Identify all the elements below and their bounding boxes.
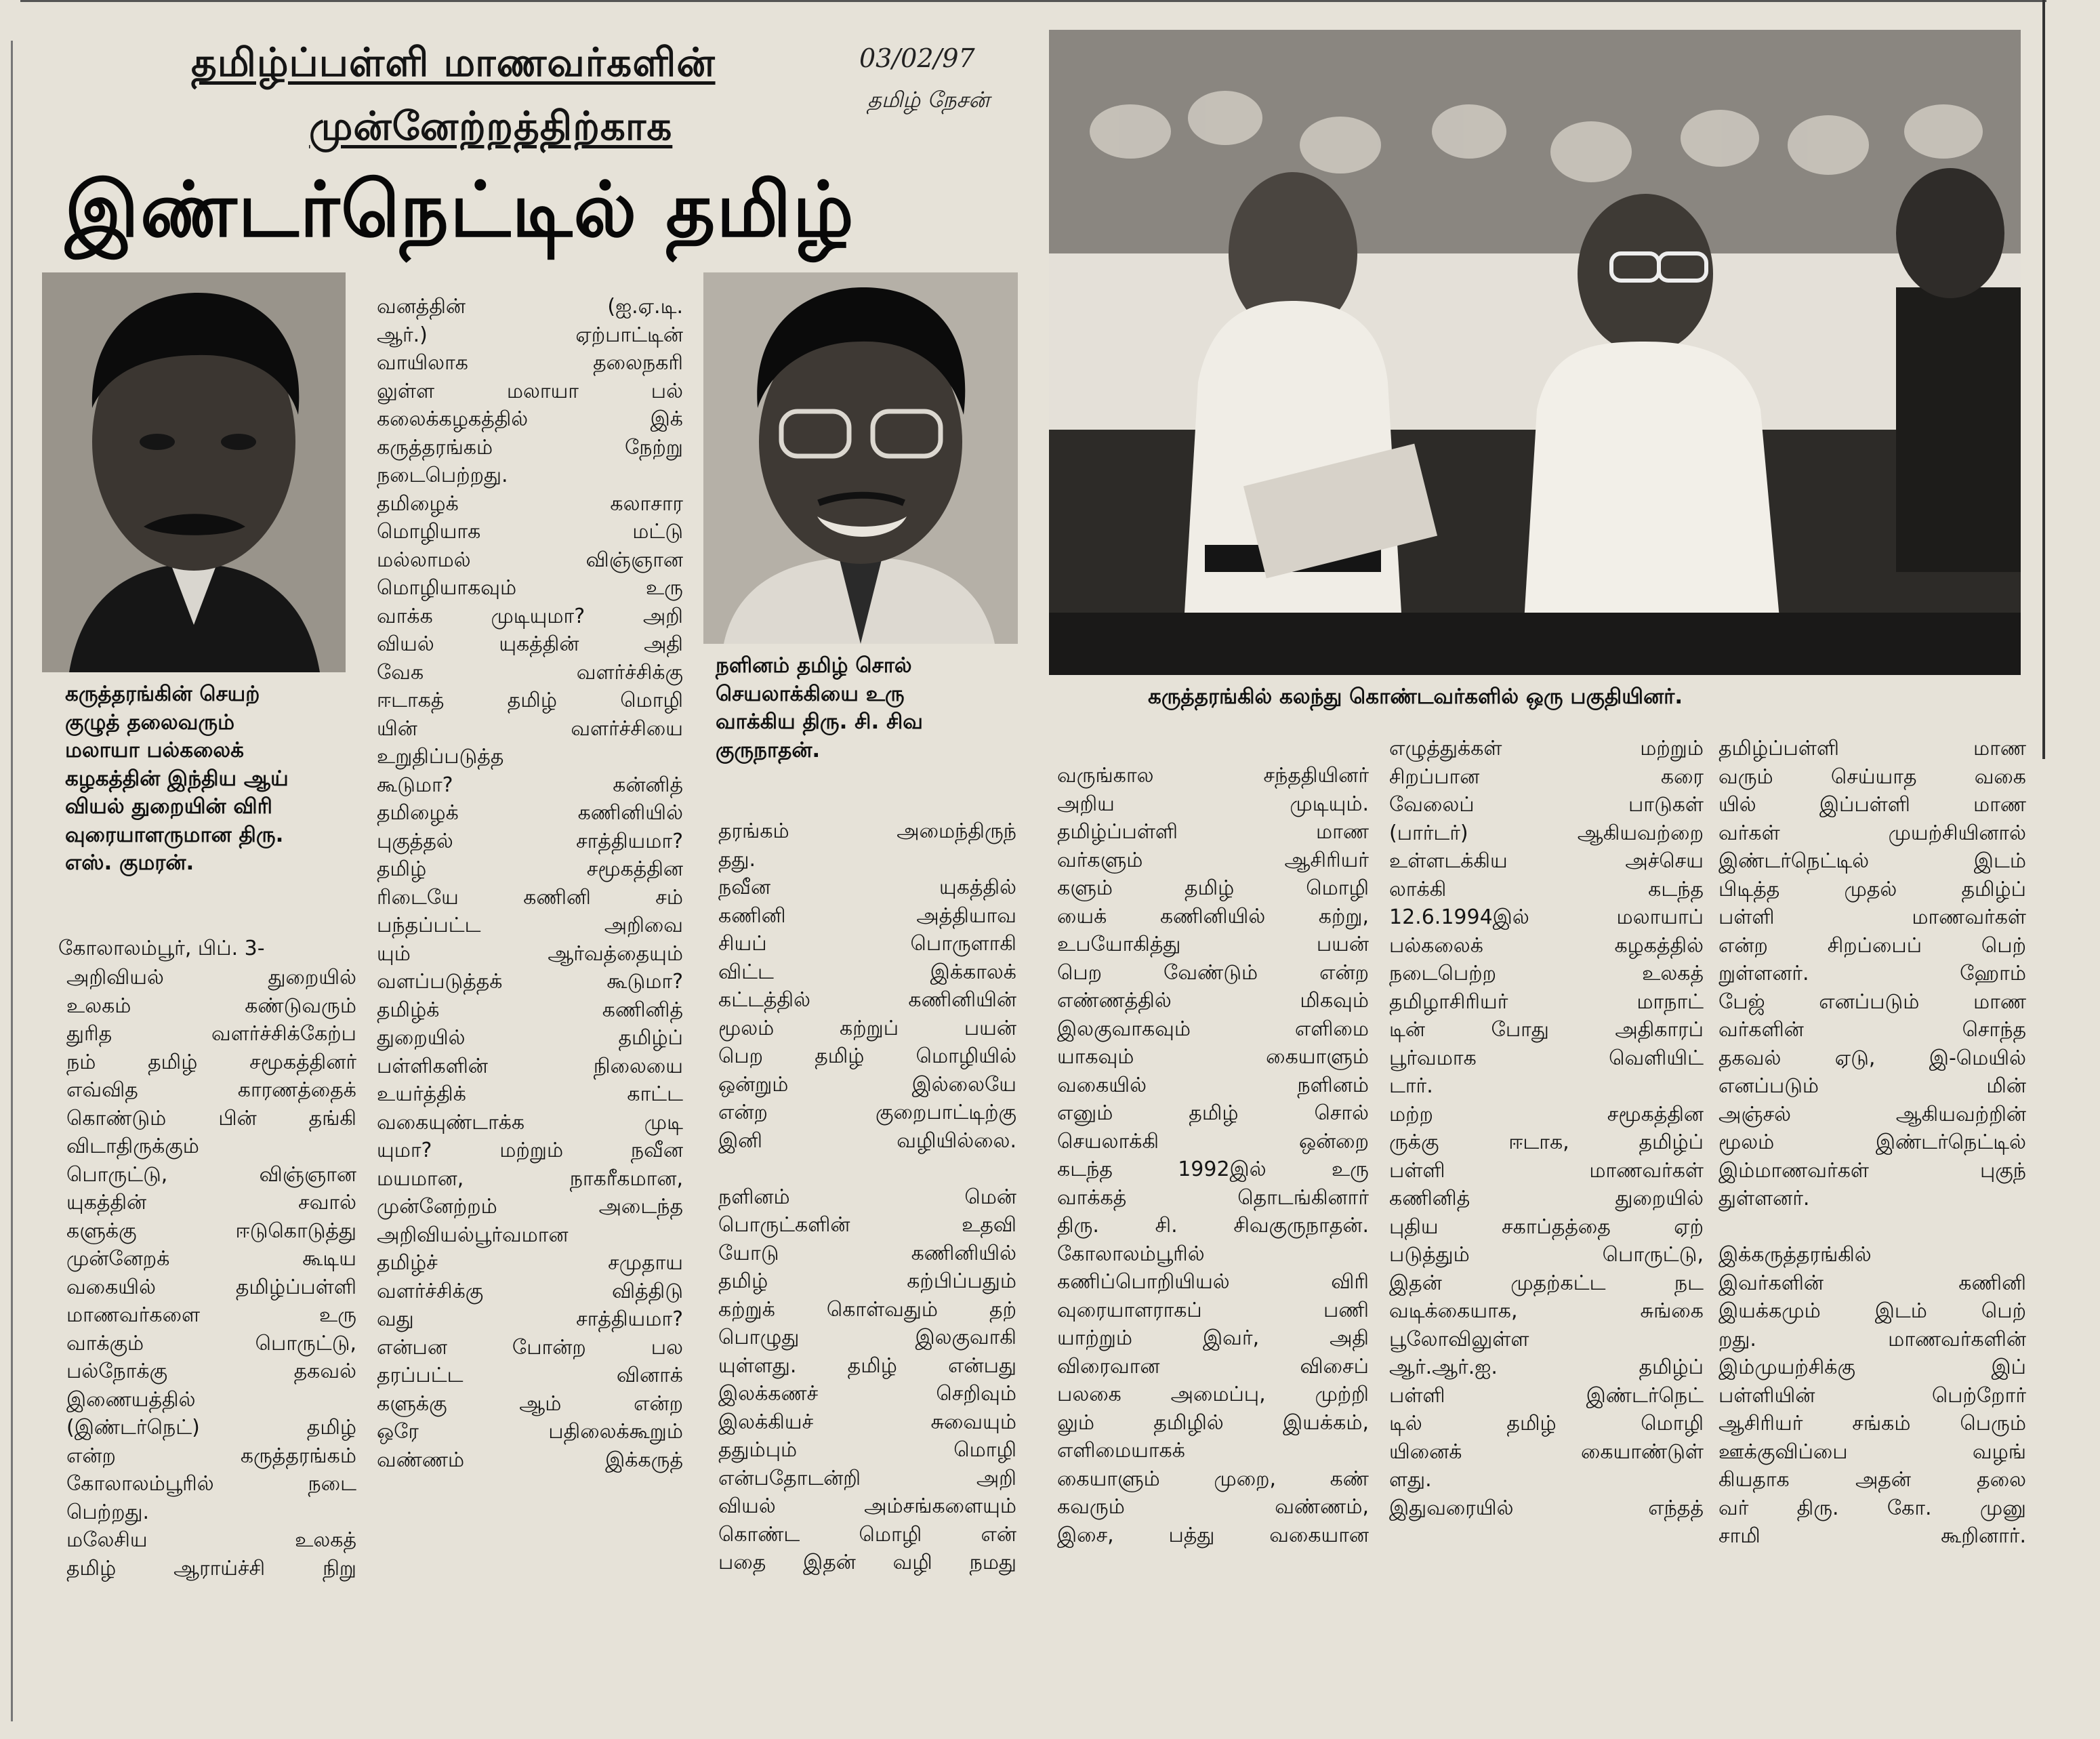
portrait-photo-kumaran — [42, 272, 346, 672]
article-column-2 — [377, 293, 683, 1474]
caption-photo-1: கருத்தரங்கின் செயற் குழுத் தலைவரும் மலாயா பல்கலைக் கழகத்தின் இந்திய ஆய் வியல் துறையின் விரி வுரையாளருமான திரு. எஸ். குமரன். — [65, 682, 289, 875]
article-column-6 — [1718, 735, 2026, 1551]
kicker-line-2: முன்னேற்றத்திற்காக — [309, 103, 673, 149]
clipping-border-left — [11, 41, 13, 1721]
dateline: கோலாலம்பூர், பிப். 3- — [58, 937, 265, 960]
article-column-4 — [1057, 762, 1369, 1549]
caption-photo-2: நளினம் தமிழ் சொல் செயலாக்கியை உரு வாக்கிய திரு. சி. சிவ குருநாதன். — [716, 653, 923, 762]
headline: இண்டர்நெட்டில் தமிழ் — [65, 165, 855, 254]
handwritten-source: தமிழ் நேசன் — [867, 87, 990, 112]
handwritten-date: 03/02/97 — [859, 43, 975, 73]
column-1-text: அறிவியல் துறையில் உலகம் கண்டுவரும் துரித வளர்ச்சிக்கேற்ப நம் தமிழ் சமூகத்தினர் எவ்வித காரணத்தைக் கொண்டும் பின் தங்கி விடாதிருக்கும் பொருட்டு, விஞ்ஞான யுகத்தின் சவால் களுக்கு ஈடுகொடுத்து முன்னேறக் கூடிய வகையில் தமிழ்ப்பள்ளி மாணவர்களை உரு வாக்கும் பொருட்டு, பல்நோக்கு தகவல் இணையத்தில் (இண்டர்நெட்) தமிழ் என்ற கருத்தரங்கம் கோலாலம்பூரில் நடை பெற்றது. மலேசிய உலகத் தமிழ் ஆராய்ச்சி நிறு — [66, 966, 356, 1580]
column-3-text: தரங்கம் அமைந்திருந் தது. நவீன யுகத்தில் கணினி அத்தியாவ சியப் பொருளாகி விட்ட இக்காலக் கட்டத்தில் கணினியின் மூலம் கற்றுப் பயன் பெற தமிழ் மொழியில் ஒன்றும் இல்லையே என்ற குறைபாட்டிற்கு இனி வழியில்லை. நளினம் மென் பொருட்களின் உதவி யோடு கணினியில் தமிழ் கற்பிப்பதும் கற்றுக் கொள்வதும் தற் பொழுது இலகுவாகி யுள்ளது. தமிழ் என்பது இலக்கணச் செறிவும் இலக்கியச் சுவையும் ததும்பும் மொழி என்பதோடன்றி அறி வியல் அம்சங்களையும் கொண்ட மொழி என் பதை இதன் வழி நமது — [718, 819, 1016, 1574]
seminar-audience-photo — [1049, 30, 2021, 675]
clipping-border-right — [2042, 0, 2045, 759]
article-column-3 — [718, 817, 1016, 1577]
column-4-text: வருங்கால சந்ததியினர் அறிய முடியும். தமிழ்ப்பள்ளி மாண வர்களும் ஆசிரியர் களும் தமிழ் மொழி யைக் கணினியில் கற்று, உபயோகித்து பயன் பெற வேண்டும் என்ற எண்ணத்தில் மிகவும் இலகுவாகவும் எளிமை யாகவும் கையாளும் வகையில் நளினம் எனும் தமிழ் சொல் செயலாக்கி ஒன்றை கடந்த 1992இல் உரு வாக்கத் தொடங்கினார் திரு. சி. சிவகுருநாதன். கோலாலம்பூரில் கணிப்பொறியியல் விரி வுரையாளராகப் பணி யாற்றும் இவர், அதி விரைவான விசைப் பலகை அமைப்பு, முற்றி லும் தமிழில் இயக்கம், எளிமையாகக் கையாளும் முறை, கண் கவரும் வண்ணம், இசை, பத்து வகையான — [1057, 764, 1369, 1547]
column-6-text: தமிழ்ப்பள்ளி மாண வரும் செய்யாத வகை யில் இப்பள்ளி மாண வர்கள் முயற்சியினால் இண்டர்நெட்டில் இடம் பிடித்த முதல் தமிழ்ப் பள்ளி மாணவர்கள் என்ற சிறப்பைப் பெற் றுள்ளனர். ஹோம் பேஜ் எனப்படும் மாண வர்களின் சொந்த தகவல் ஏடு, இ-மெயில் எனப்படும் மின் அஞ்சல் ஆகியவற்றின் மூலம் இண்டர்நெட்டில் இம்மாணவர்கள் புகுந் துள்ளனர். இக்கருத்தரங்கில் இவர்களின் கணினி இயக்கமும் இடம் பெற் றது. மாணவர்களின் இம்முயற்சிக்கு இப் பள்ளியின் பெற்றோர் ஆசிரியர் சங்கம் பெரும் ஊக்குவிப்பை வழங் கியதாக அதன் தலை வர் திரு. கோ. முனு சாமி கூறினார். — [1718, 737, 2026, 1548]
column-2-text: வனத்தின் (ஐ.ஏ.டி. ஆர்.) ஏற்பாட்டின் வாயிலாக தலைநகரி லுள்ள மலாயா பல் கலைக்கழகத்தில் இக் கருத்தரங்கம் நேற்று நடைபெற்றது. தமிழைக் கலாசார மொழியாக மட்டு மல்லாமல் விஞ்ஞான மொழியாகவும் உரு வாக்க முடியுமா? அறி வியல் யுகத்தின் அதி வேக வளர்ச்சிக்கு ஈடாகத் தமிழ் மொழி யின் வளர்ச்சியை உறுதிப்படுத்த கூடுமா? கன்னித் தமிழைக் கணினியில் புகுத்தல் சாத்தியமா? தமிழ் சமூகத்தின ரிடையே கணினி சம் பந்தப்பட்ட அறிவை யும் ஆர்வத்தையும் வளப்படுத்தக் கூடுமா? தமிழ்க் கணினித் துறையில் தமிழ்ப் பள்ளிகளின் நிலையை உயர்த்திக் காட்ட வகையுண்டாக்க முடி யுமா? மற்றும் நவீன மயமான, நாகரீகமான, முன்னேற்றம் அடைந்த அறிவியல்பூர்வமான தமிழ்ச் சமுதாய வளர்ச்சிக்கு வித்திடு வது சாத்தியமா? என்பன போன்ற பல தரப்பட்ட வினாக் களுக்கு ஆம் என்ற ஒரே பதிலைக்கூறும் வண்ணம் இக்கருத் — [377, 295, 683, 1472]
clipping-border-top — [20, 0, 2046, 2]
column-5-text: எழுத்துக்கள் மற்றும் சிறப்பான கரை வேலைப் பாடுகள் (பார்டர்) ஆகியவற்றை உள்ளடக்கிய அச்செய லாக்கி கடந்த 12.6.1994இல் மலாயாப் பல்கலைக் கழகத்தில் நடைபெற்ற உலகத் தமிழாசிரியர் மாநாட் டின் போது அதிகாரப் பூர்வமாக வெளியிட் டார். மற்ற சமூகத்தின ருக்கு ஈடாக, தமிழ்ப் பள்ளி மாணவர்கள் கணினித் துறையில் புதிய சகாப்தத்தை ஏற் படுத்தும் பொருட்டு, இதன் முதற்கட்ட நட வடிக்கையாக, சுங்கை பூலோவிலுள்ள ஆர்.ஆர்.ஐ. தமிழ்ப் பள்ளி இண்டர்நெட் டில் தமிழ் மொழி யினைக் கையாண்டுள் ளது. இதுவரையில் எந்தத் — [1389, 737, 1704, 1520]
portrait-photo-sivagurunathan — [703, 272, 1018, 644]
caption-photo-3: கருத்தரங்கில் கலந்து கொண்டவர்களில் ஒரு பகுதியினர். — [1148, 684, 1683, 709]
article-column-1 — [66, 964, 356, 1582]
article-column-5 — [1389, 735, 1704, 1522]
kicker-line-1: தமிழ்ப்பள்ளி மாணவர்களின் — [191, 39, 716, 85]
